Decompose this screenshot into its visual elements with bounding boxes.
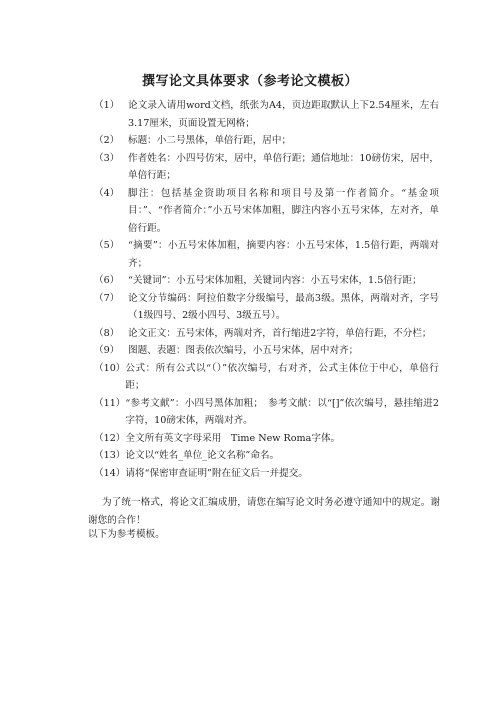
list-item (94, 325, 439, 343)
requirements-list (94, 97, 439, 482)
list-item (94, 97, 439, 132)
item-text: 标题：小二号黑体，单倍行距，居中； (128, 135, 292, 146)
item-number: （9） (94, 345, 120, 356)
item-number: （6） (94, 275, 120, 286)
item-number: （10） (94, 362, 126, 374)
list-item (94, 150, 439, 185)
item-number: （11） (94, 397, 126, 409)
item-text: 公式：所有公式以“（）”依次编号，右对齐，公式主体位于中心，单倍行距； (125, 362, 439, 391)
item-text: 全文所有英文字母采用 Time New Roma字体。 (125, 432, 341, 444)
item-number: （7） (94, 292, 120, 304)
list-item (94, 132, 439, 150)
template-note: 以下为参考模板。 (88, 529, 165, 540)
item-text: “摘要”：小五号宋体加粗，摘要内容：小五号宋体，1.5倍行距，两端对齐； (128, 240, 439, 269)
item-number: （1） (94, 100, 120, 111)
list-item (94, 290, 439, 325)
item-number: （3） (94, 152, 120, 164)
item-text: 脚注：包括基金资助项目名称和项目号及第一作者简介。“基金项目：”、“作者简介：”小五号宋体加粗，脚注内容小五号宋体，左对齐，单倍行距。 (128, 187, 439, 234)
item-number: （14） (94, 467, 126, 479)
item-text: 请将“保密审查证明”附在征文后一并提交。 (125, 467, 308, 479)
list-item (94, 447, 439, 465)
list-item (94, 237, 439, 272)
list-item (94, 465, 439, 483)
item-text: “关键词”：小五号宋体加粗，关键词内容：小五号宋体，1.5倍行距； (128, 275, 422, 286)
item-number: （13） (94, 450, 126, 461)
item-text: 论文以“姓名_单位_论文名称”命名。 (125, 450, 280, 461)
item-text: 论文分节编码：阿拉伯数字分级编号，最高3级。黑体，两端对齐，字号（1级四号、2级小四号、3级五号）。 (128, 292, 439, 321)
list-item (94, 185, 439, 238)
list-item (94, 272, 439, 290)
item-text: 作者姓名：小四号仿宋，居中，单倍行距；通信地址：10磅仿宋，居中，单倍行距； (128, 152, 439, 181)
list-item (94, 430, 439, 448)
list-item (94, 342, 439, 360)
item-number: （8） (94, 327, 120, 339)
item-number: （2） (94, 135, 120, 146)
item-number: （5） (94, 240, 120, 251)
item-text: 图题、表题：图表依次编号，小五号宋体，居中对齐； (128, 345, 359, 356)
closing-paragraph: 为了统一格式，将论文汇编成册，请您在编写论文时务必遵守通知中的规定。谢谢您的合作！ (88, 497, 440, 526)
list-item (94, 360, 439, 395)
page-title: 撰写论文具体要求（参考论文模板） (141, 74, 358, 89)
item-number: （4） (94, 187, 120, 199)
item-number: （12） (94, 432, 126, 444)
list-item (94, 395, 439, 430)
item-text: “参考文献”：小四号黑体加粗； 参考文献：以“[]”依次编号，悬挂缩进2字符，10磅宋体，两端对齐。 (125, 397, 439, 426)
item-text: 论文正文：五号宋体，两端对齐，首行缩进2字符，单倍行距，不分栏； (128, 327, 432, 339)
item-text: 论文录入请用word文档，纸张为A4，页边距取默认上下2.54厘米，左右3.17厘米，页面设置无网格； (128, 100, 439, 129)
